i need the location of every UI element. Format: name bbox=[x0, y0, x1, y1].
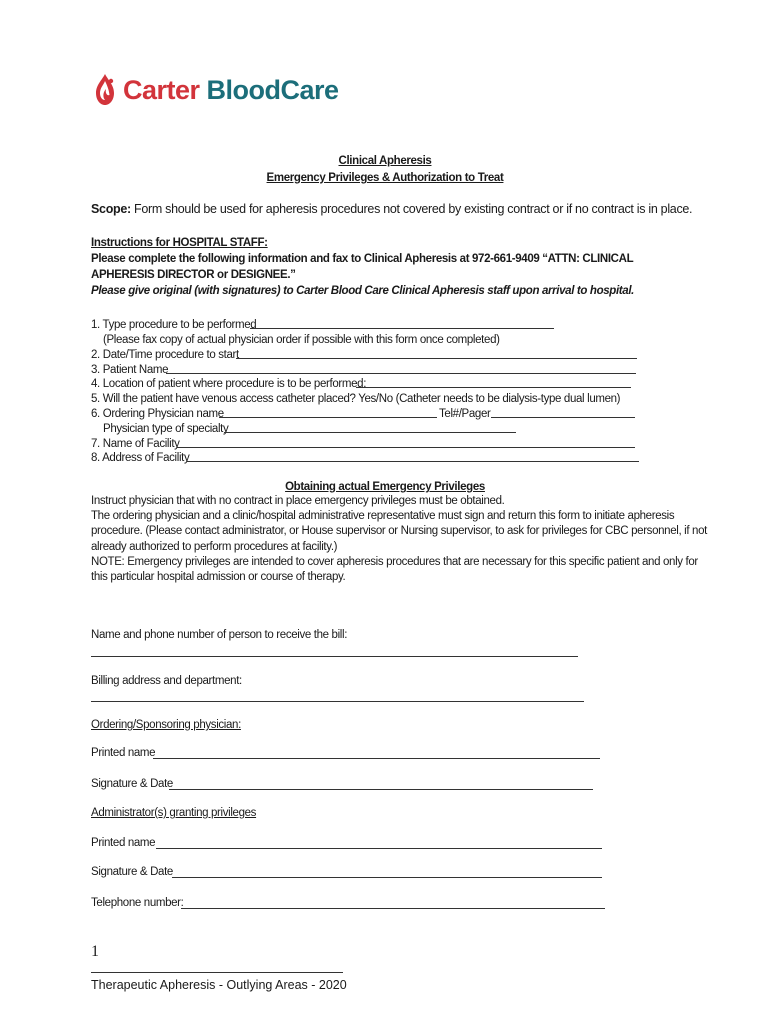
billing-address-field[interactable] bbox=[91, 701, 584, 702]
physician-specialty-field[interactable] bbox=[224, 432, 516, 433]
logo-brand-bloodcare: BloodCare bbox=[199, 74, 339, 105]
procedure-type-field[interactable] bbox=[250, 328, 554, 329]
admin-signature-field[interactable] bbox=[172, 877, 602, 878]
ordering-printed-name-field[interactable] bbox=[153, 758, 600, 759]
privileges-note-line-1: NOTE: Emergency privileges are intended to cover apheresis procedures that are necessary for this specific patient and only for bbox=[91, 556, 698, 568]
item-tel-pager: Tel#/Pager bbox=[439, 408, 491, 420]
item-ordering-physician: 6. Ordering Physician name bbox=[91, 408, 224, 420]
patient-name-field[interactable] bbox=[166, 373, 636, 374]
facility-address-field[interactable] bbox=[187, 461, 639, 462]
bill-recipient-field[interactable] bbox=[91, 656, 578, 657]
instructions-line-1: Please complete the following information and fax to Clinical Apheresis at 972-661-9409 “ATTN: CLINICAL bbox=[91, 253, 634, 265]
ordering-physician-field[interactable] bbox=[219, 417, 437, 418]
privileges-heading: Obtaining actual Emergency Privileges bbox=[285, 481, 485, 493]
billing-address-label: Billing address and department: bbox=[91, 675, 242, 687]
telephone-number-label: Telephone number: bbox=[91, 897, 184, 909]
admin-signature-label: Signature & Date bbox=[91, 866, 173, 878]
item-facility-address: 8. Address of Facility bbox=[91, 452, 190, 464]
footer-text: Therapeutic Apheresis - Outlying Areas - 2020 bbox=[91, 978, 347, 992]
footer-divider bbox=[91, 972, 343, 973]
blood-drop-flame-icon bbox=[93, 73, 117, 107]
patient-location-field[interactable] bbox=[356, 387, 631, 388]
carter-bloodcare-logo bbox=[93, 73, 339, 107]
privileges-line-3: procedure. (Please contact administrator, or House supervisor or Nursing supervisor, to ask for privileges for CBC personnel, if not bbox=[91, 525, 707, 537]
scope-text: Form should be used for apheresis procedures not covered by existing contract or if no contract is in place. bbox=[130, 202, 693, 216]
ordering-physician-heading: Ordering/Sponsoring physician: bbox=[91, 719, 241, 731]
telephone-number-field[interactable] bbox=[181, 908, 605, 909]
item-procedure-type: 1. Type procedure to be performed bbox=[91, 319, 257, 331]
instructions-line-3: Please give original (with signatures) to Carter Blood Care Clinical Apheresis staff upon arrival to hospital. bbox=[91, 285, 635, 297]
item-fax-note: (Please fax copy of actual physician order if possible with this form once completed) bbox=[103, 334, 500, 346]
item-venous-catheter: 5. Will the patient have venous access catheter placed? Yes/No (Catheter needs to be dialysis-type dual lumen) bbox=[91, 393, 621, 405]
scope-label: Scope: bbox=[91, 202, 131, 216]
admin-printed-name-field[interactable] bbox=[156, 848, 602, 849]
privileges-note-line-2: this particular hospital admission or course of therapy. bbox=[91, 571, 346, 583]
privileges-line-2: The ordering physician and a clinic/hospital administrative representative must sign and return this form to initiate apheresis bbox=[91, 510, 675, 522]
item-patient-location: 4. Location of patient where procedure is to be performed: bbox=[91, 378, 367, 390]
instructions-heading: Instructions for HOSPITAL STAFF: bbox=[91, 237, 268, 249]
item-date-time: 2. Date/Time procedure to start bbox=[91, 349, 239, 361]
item-physician-specialty: Physician type of specialty bbox=[103, 423, 229, 435]
instructions-line-2: APHERESIS DIRECTOR or DESIGNEE.” bbox=[91, 269, 296, 281]
ordering-signature-field[interactable] bbox=[169, 789, 593, 790]
privileges-line-1: Instruct physician that with no contract in place emergency privileges must be obtained. bbox=[91, 495, 505, 507]
scope-statement bbox=[91, 202, 692, 216]
privileges-line-4: already authorized to perform procedures at facility.) bbox=[91, 541, 338, 553]
item-patient-name: 3. Patient Name bbox=[91, 364, 169, 376]
date-time-field[interactable] bbox=[236, 358, 637, 359]
form-subtitle: Emergency Privileges & Authorization to Treat bbox=[266, 172, 504, 184]
ordering-signature-label: Signature & Date bbox=[91, 778, 173, 790]
bill-recipient-label: Name and phone number of person to receive the bill: bbox=[91, 629, 348, 641]
administrator-heading: Administrator(s) granting privileges bbox=[91, 807, 257, 819]
tel-pager-field[interactable] bbox=[491, 417, 635, 418]
form-title: Clinical Apheresis bbox=[338, 155, 432, 167]
page-number: 1 bbox=[91, 943, 99, 960]
admin-printed-name-label: Printed name bbox=[91, 837, 156, 849]
logo-brand-carter: Carter bbox=[123, 74, 200, 105]
item-facility-name: 7. Name of Facility bbox=[91, 438, 180, 450]
facility-name-field[interactable] bbox=[177, 447, 635, 448]
ordering-printed-name-label: Printed name bbox=[91, 747, 156, 759]
